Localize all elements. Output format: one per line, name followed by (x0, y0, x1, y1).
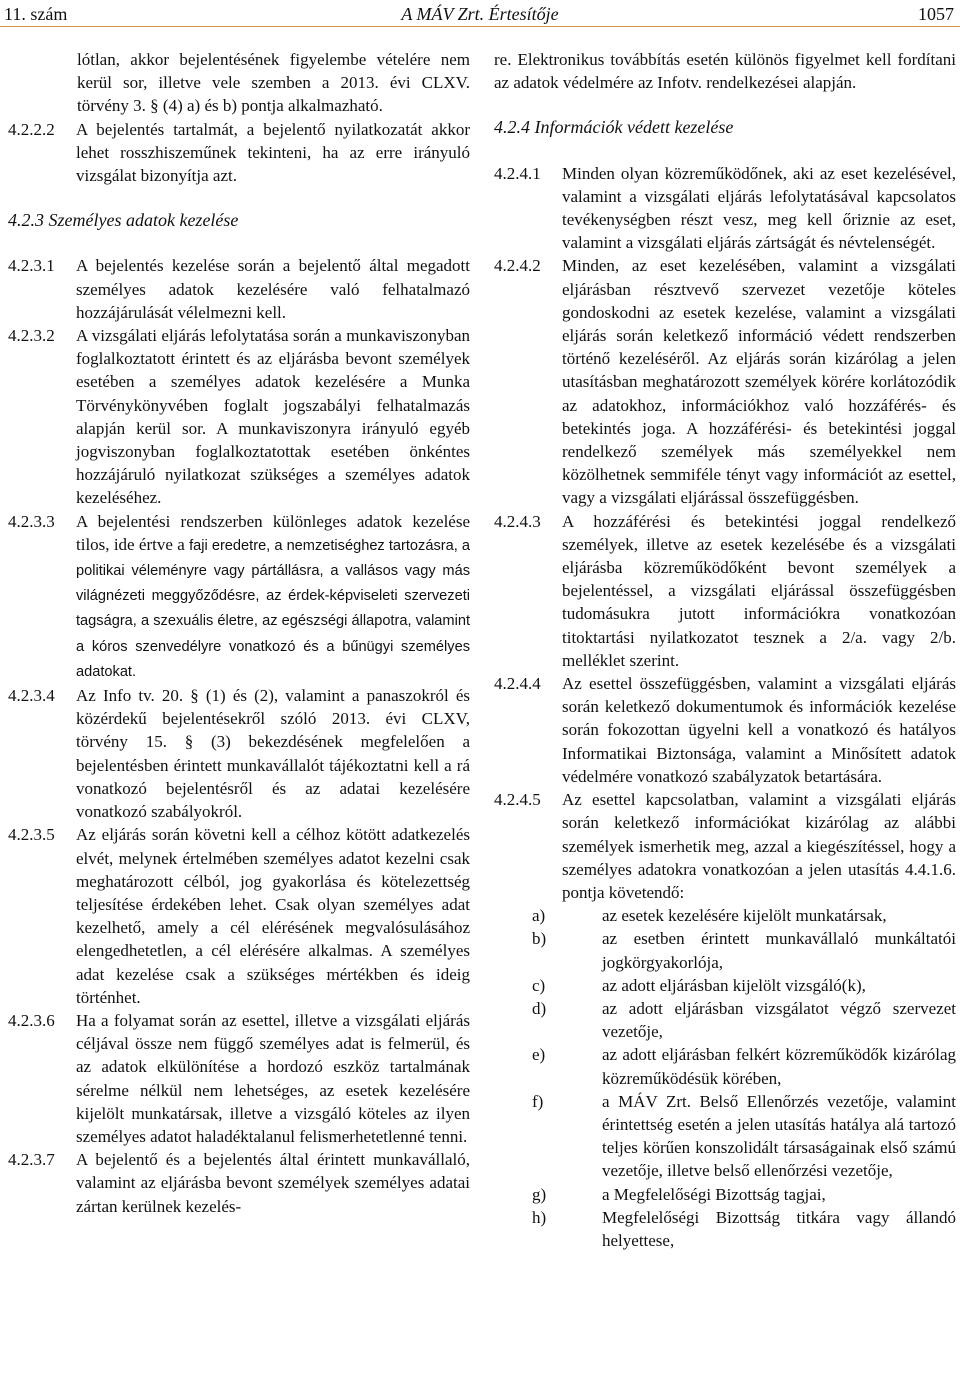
section-number: 4.2.4.4 (494, 674, 541, 694)
section-text: A bejelentés kezelése során a bejelentő által megadott személyes adatok kezelésére való felhatalmazó hozzájárulását vélelmezni kell. (76, 256, 470, 322)
section-42244 (494, 672, 956, 788)
list-item (494, 997, 956, 1043)
section-42243 (494, 510, 956, 672)
section-text: Minden, az eset kezelésében, valamint a vizsgálati eljárásban résztvevő szervezet vezetője köteles gondoskodni az esetek kezelése, valamint a vizsgálati eljárás során keletkező információ védett rendszerben történő kezeléséről. Az eljárás során kizárólag a jelen utasításban meghatározott személyek körére korlátozódik az adatokhoz, információkhoz való hozzáférés- és betekintés joga. A hozzáférési- és betekintési joggal rendelkező személyek más személyekkel nem közölhetnek semmiféle tényt vagy információt az esettel, vagy a vizsgálati eljárással összefüggésben. (562, 256, 956, 508)
list-item (494, 1206, 956, 1252)
section-number: 4.2.4.5 (494, 790, 541, 810)
section-4222 (8, 118, 470, 188)
section-text: A bejelentő és a bejelentés által érintett munkavállaló, valamint az eljárásba bevont személyek személyes adatai zártan kerülnek kezelés- (76, 1150, 470, 1216)
section-number: 4.2.3.2 (8, 326, 55, 346)
section-text: Az esettel kapcsolatban, valamint a vizsgálati eljárás során keletkező információkat kizárólag az alábbi személyek ismerhetik meg, azzal a kiegészítéssel, hogy a személyes adatokra vonatkozóan a jelen utasítás 4.4.1.6. pontja követendő: (562, 790, 956, 902)
section-text: Ha a folyamat során az esettel, illetve a vizsgálati eljárás céljával össze nem függő személyes adat is felmerül, és az adatok elkülönítése a hordozó eszköz tartalmának sérelme nélkül nem lehetséges, az esetek kezelésére kijelölt munkatársak, illetve a vizsgáló köteles az ilyen személyes adatot haladéktalanul felismerhetetlenné tenni. (76, 1010, 470, 1146)
section-text: Minden olyan közreműködőnek, aki az eset kezelésével, valamint a vizsgálati eljárás lefolytatásával kapcsolatos tevékenységben részt vesz, meg kell őriznie az eset, valamint a vizsgálati eljárás zártságát és névtelenségét. (562, 163, 956, 253)
section-4234 (8, 684, 470, 823)
section-4232 (8, 324, 470, 510)
list-letter: d) (532, 998, 547, 1018)
section-text: Az eljárás során követni kell a célhoz kötött adatkezelés elvét, melynek értelmében személyes adatot kezelni csak meghatározott célból, jog gyakorlása és kötelezettség teljesítése érdekében lehet. Csak olyan személyes adat kezelhető, amely a cél elérésének megvalósulásához elengedhetetlen, a cél elérésére alkalmas. A személyes adat kezelése csak a szükséges mértékben és ideig történhet. (76, 825, 470, 1007)
section-4233 (8, 510, 470, 684)
list-letter: h) (532, 1207, 547, 1227)
section-number: 4.2.3.7 (8, 1150, 55, 1170)
section-42241 (494, 162, 956, 255)
section-number: 4.2.3.5 (8, 825, 55, 845)
list-item (494, 904, 956, 927)
page-header (0, 0, 960, 27)
section-42245 (494, 788, 956, 904)
list-letter: f) (532, 1091, 544, 1111)
section-number: 4.2.3.3 (8, 511, 55, 531)
list-letter: a) (532, 906, 546, 926)
page-number: 1057 (918, 4, 954, 24)
issue-number: 11. szám (4, 4, 68, 24)
list-item (494, 927, 956, 973)
list-text: az adott eljárásban vizsgálatot végző szervezet vezetője, (602, 998, 956, 1042)
section-number: 4.2.4.3 (494, 511, 541, 531)
list-text: az esetben érintett munkavállaló munkáltatói jogkörgyakorlója, (602, 929, 956, 972)
left-column (8, 48, 470, 1218)
heading-424: 4.2.4 Információk védett kezelése (494, 117, 734, 138)
recipient-list (494, 904, 956, 1252)
list-text: az adott eljárásban kijelölt vizsgáló(k), (602, 975, 866, 995)
list-letter: e) (532, 1045, 546, 1065)
section-number: 4.2.4.2 (494, 256, 541, 276)
section-text: Az esettel összefüggésben, valamint a vizsgálati eljárás során keletkező dokumentumok és információk kezelése során fokozottan ügyelni kell a vonatkozó és hatályos Informatikai Biztonsága, valamint a Minősített adatok védelmére vonatkozó szabályzatok betartására. (562, 674, 956, 786)
section-text: A hozzáférési és betekintési joggal rendelkező személyek, illetve az esetek kezelésébe és a vizsgálati eljárásba közreműködőként bevont személyek a bejelentéssel, a vizsgálati eljárással összefüggésben tudomásukra jutott információkra vonatkozóan titoktartási nyilatkozatot tesznek a 2/a. vagy 2/b. melléklet szerint. (562, 511, 956, 670)
section-text: Az Info tv. 20. § (1) és (2), valamint a panaszokról és közérdekű bejelentésekről szóló 2013. évi CLXV, törvény 15. § (3) bekezdésének megfelelően a bejelentésben érintett munkavállalót tájékoztatni kell a rá vonatkozó bejelentésről és az adatai kezelésére vonatkozó szabályokról. (76, 686, 470, 822)
list-text: a MÁV Zrt. Belső Ellenőrzés vezetője, valamint érintettség esetén a jelen utasítás hatálya alá tartozó teljes körűen konszolidált társaságainak első számú vezetője, illetve belső ellenőrzési vezetője, (602, 1091, 956, 1181)
list-text: Megfelelőségi Bizottság titkára vagy állandó helyettese, (602, 1207, 956, 1250)
list-text: az esetek kezelésére kijelölt munkatársak, (602, 906, 887, 926)
heading-423: 4.2.3 Személyes adatok kezelése (8, 210, 239, 231)
list-letter: g) (532, 1184, 547, 1204)
list-text: a Megfelelőségi Bizottság tagjai, (602, 1184, 826, 1204)
list-item (494, 1183, 956, 1206)
continued-paragraph: re. Elektronikus továbbítás esetén különös figyelmet kell fordítani az adatok védelmére az Infotv. rendelkezései alapján. (494, 50, 956, 93)
section-number: 4.2.3.4 (8, 686, 55, 706)
section-4237 (8, 1148, 470, 1218)
intro-paragraph: lótlan, akkor bejelentésének figyelembe vételére nem kerül sor, illetve vele szemben a 2013. évi CLXV. törvény 3. § (4) a) és b) pontja alkalmazható. (77, 50, 470, 116)
section-4236 (8, 1009, 470, 1148)
section-42242 (494, 254, 956, 509)
list-text: az adott eljárásban felkért közreműködők kizárólag közreműködésük körében, (602, 1045, 956, 1088)
section-4235 (8, 823, 470, 1009)
section-text (76, 510, 470, 684)
section-text: A bejelentés tartalmát, a bejelentő nyilatkozatát akkor lehet rosszhiszeműnek tekinteni, ha az erre irányuló vizsgálat bizonyítja azt. (76, 119, 470, 186)
section-number: 4.2.3.1 (8, 256, 55, 276)
right-column (494, 48, 956, 1252)
section-number: 4.2.2.2 (8, 119, 55, 139)
section-text-sans: faji eredetre, a nemzetiséghez tartozásra, a politikai véleményre vagy pártállásra, a vallásos vagy más világnézeti meggyőződésre, az érdek-képviseleti szervezeti tagságra, a szexuális életre, az egészségi állapotra, valamint a kóros szenvedélyre vonatkozó és a bűnügyi személyes adatokat. (76, 537, 471, 680)
journal-title: A MÁV Zrt. Értesítője (401, 4, 559, 24)
section-4231 (8, 254, 470, 324)
section-number: 4.2.3.6 (8, 1010, 55, 1030)
list-item (494, 1090, 956, 1183)
section-text-serif: A bejelentési rendszerben különleges adatok kezelése tilos, ide értve a (76, 511, 470, 554)
list-item (494, 974, 956, 997)
list-letter: b) (532, 929, 547, 949)
list-item (494, 1043, 956, 1089)
section-text: A vizsgálati eljárás lefolytatása során a munkaviszonyban foglalkoztatott érintett és az eljárásba bevont személyek esetében a személyes adatok kezelésére a Munka Törvénykönyvében foglalt jogszabályi felhatalmazás alapján kerül sor. A munkaviszonyra irányuló egyéb jogviszonyban foglalkoztatottak esetében önkéntes hozzájáruló nyilatkozat szükséges a személyes adatok kezeléséhez. (76, 326, 470, 508)
section-number: 4.2.4.1 (494, 163, 541, 183)
list-letter: c) (532, 975, 546, 995)
